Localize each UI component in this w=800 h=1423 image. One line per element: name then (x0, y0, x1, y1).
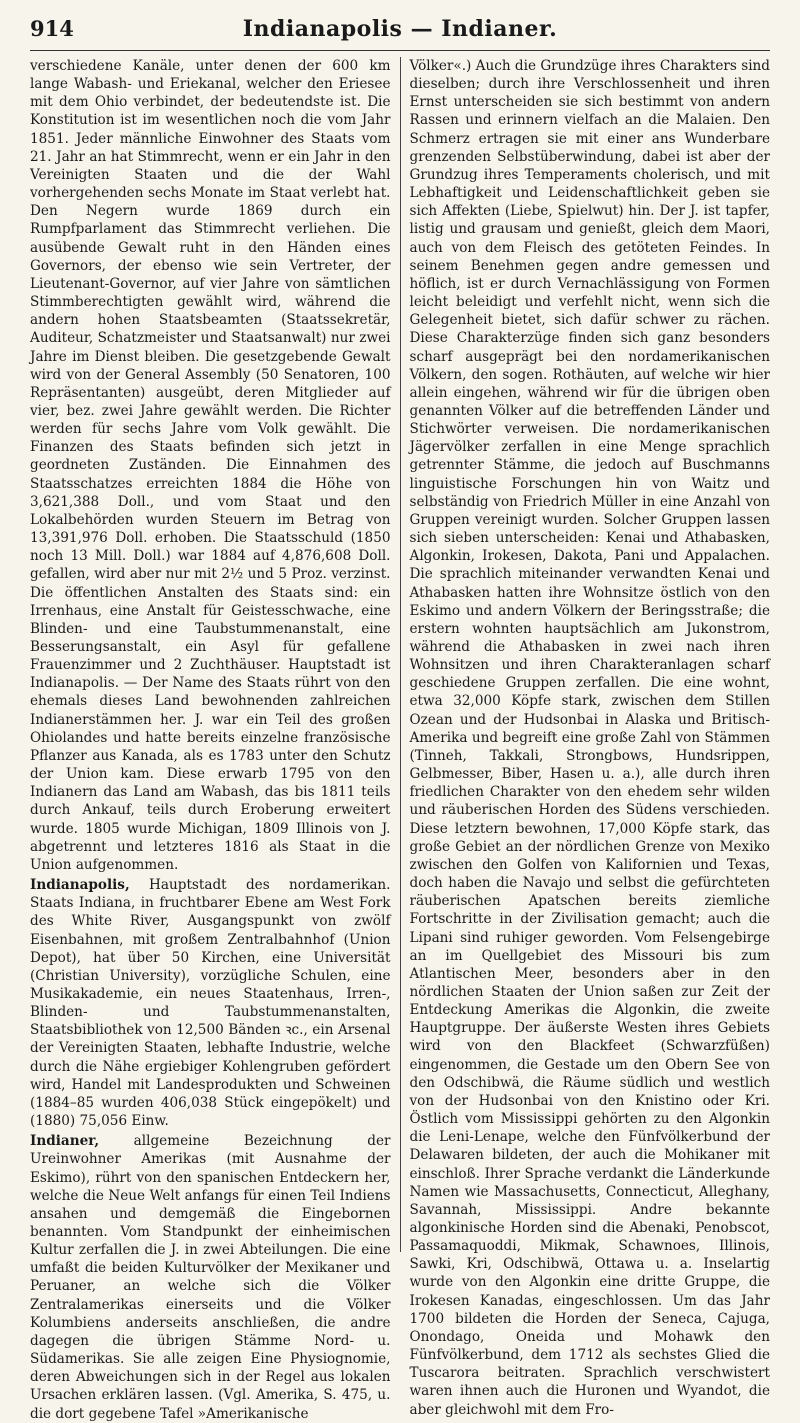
page-header (30, 16, 770, 51)
page-number: 914 (30, 16, 74, 41)
entry-indianapolis-text: Hauptstadt des nordamerikan. Staats Indiana, in fruchtbarer Ebene am West Fork des White River, Ausgangspunkt von zwölf Eisenbahnen, mit großem Zentralbahnhof (Union Depot), hat über 50 Kirchen, eine Universität (Christian University), vorzügliche Schulen, eine Musikakademie, ein neues Staatenhaus, Irren-, Blinden- und Taubstummenanstalten, Staatsbibliothek von 12,500 Bänden ꝛc., ein Arsenal der Vereinigten Staaten, lebhafte Industrie, welche durch die Nähe ergiebiger Kohlengruben gefördert wird, Handel mit Landesprodukten und Schweinen (1884–85 wurden 406,038 Stück eingepökelt) und (1880) 75,056 Einw. (30, 877, 391, 1130)
left-column (30, 57, 400, 1422)
indianer-continuation-paragraph: Völker«.) Auch die Grundzüge ihres Charakters sind dieselben; durch ihre Verschlossenheit und ihren Ernst unterscheiden sie sich bestimmt von andern Rassen und erinnern vielfach an die Malaien. Den Schmerz ertragen sie mit einer ans Wunderbare grenzenden Selbstüberwindung, dabei ist aber der Grundzug ihres Temperaments cholerisch, und mit Lebhaftigkeit und Leidenschaftlichkeit geben sie sich Affekten (Liebe, Spielwut) hin. Der J. ist tapfer, listig und grausam und genießt, gleich dem Maori, auch von dem Fleisch des getöteten Feindes. In seinem Benehmen gegen andre gemessen und höflich, ist er durch Vernachlässigung von Formen leicht beleidigt und verfehlt nicht, wenn sich die Gelegenheit bietet, sich dafür schwer zu rächen. Diese Charakterzüge finden sich ganz besonders scharf ausgeprägt bei den nordamerikanischen Völkern, den sogen. Rothäuten, auf welche wir hier allein eingehen, während wir für die übrigen oben genannten Völker auf die betreffenden Länder und Stichwörter verweisen. Die nordamerikanischen Jägervölker zerfallen in eine Menge sprachlich getrennter Stämme, die jedoch auf Buschmanns linguistische Forschungen hin von Waitz und selbständig von Friedrich Müller in eine Anzahl von Gruppen vereinigt wurden. Solcher Gruppen lassen sich sieben unterscheiden: Kenai und Athabasken, Algonkin, Irokesen, Dakota, Pani und Appalachen. Die sprachlich miteinander verwandten Kenai und Athabasken hatten ihre Wohnsitze östlich von den Eskimo und andern Völkern der Beringsstraße; die erstern wohnten hauptsächlich am Jukonstrom, während die Athabasken in zwei nach ihren Wohnsitzen und ihren Charakteranlagen scharf geschiedene Gruppen zerfallen. Die eine wohnt, etwa 32,000 Köpfe stark, zwischen dem Stillen Ozean und der Hudsonbai in Alaska und Britisch-Amerika und begreift eine große Zahl von Stämmen (Tinneh, Takkali, Strongbows, Hundsrippen, Gelbmesser, Biber, Hasen u. a.), alle durch ihren friedlichen Charakter von den ehedem sehr wilden und räuberischen Horden des Südens verschieden. Diese letztern bewohnen, 17,000 Köpfe stark, das große Gebiet an der nördlichen Grenze von Mexiko zwischen den Golfen von Kalifornien und Texas, doch haben die Navajo und selbst die gefürchteten räuberischen Apatschen bereits ziemliche Fortschritte in der Zivilisation gemacht; auch die Lipani sind ruhiger geworden. Vom Felsengebirge an im Quellgebiet des Missouri bis zum Atlantischen Meer, besonders aber in den nördlichen Staaten der Union saßen zur Zeit der Entdeckung Amerikas die Algonkin, die zweite Hauptgruppe. Der äußerste Westen ihres Gebiets wird von den Blackfeet (Schwarzfüßen) eingenommen, die Gestade um den Obern See von den Odschibwä, die Räume südlich und westlich von der Hudsonbai von den Knistino oder Kri. Östlich vom Mississippi gehörten zu den Algonkin die Leni-Lenape, welche den Fünfvölkerbund der Delawaren bildeten, der auch die Mohikaner mit einschloß. Ihrer Sprache verdankt die Länderkunde Namen wie Massachusetts, Connecticut, Alleghany, Savannah, Mississippi. Andre bekannte algonkinische Horden sind die Abenaki, Penobscot, Passamaquoddi, Mikmak, Schawnoes, Illinois, Sawki, Kri, Odschibwä, Ottawa u. a. Inselartig wurde von den Algonkin eine dritte Gruppe, die Irokesen Kanadas, eingeschlossen. Um das Jahr 1700 bildeten die Horden der Seneca, Cajuga, Onondago, Oneida und Mohawk den Fünfvölkerbund, dem 1712 als sechstes Glied die Tuscarora beitraten. Sprachlich verschwistert waren ihnen auch die Huronen und Wyandot, die aber gleichwohl mit dem Fro- (409, 58, 770, 1418)
headword-indianapolis: Indianapolis, (30, 877, 130, 894)
right-column (400, 57, 771, 1418)
running-title: Indianapolis — Indianer. (242, 16, 558, 42)
entry-indianapolis (30, 876, 391, 1130)
entry-indianer (30, 1132, 391, 1423)
headword-indianer: Indianer, (30, 1133, 100, 1150)
indiana-continuation-paragraph: verschiedene Kanäle, unter denen der 600 km lange Wabash- und Eriekanal, welcher den Eriesee mit dem Ohio verbindet, der bedeutendste ist. Die Konstitution ist im wesentlichen noch die vom Jahr 1851. Jeder männliche Einwohner des Staats vom 21. Jahr an hat Stimmrecht, wenn er ein Jahr in den Vereinigten Staaten und die der Wahl vorhergehenden sechs Monate im Staat verlebt hat. Den Negern wurde 1869 durch ein Rumpfparlament das Stimmrecht verliehen. Die ausübende Gewalt ruht in den Händen eines Governors, der ebenso wie sein Vertreter, der Lieutenant-Governor, auf vier Jahre von sämtlichen Stimmberechtigten gewählt wird, während die andern hohen Staatsbeamten (Staatssekretär, Auditeur, Schatzmeister und Staatsanwalt) nur zwei Jahre im Dienst bleiben. Die gesetzgebende Gewalt wird von der General Assembly (50 Senatoren, 100 Repräsentanten) ausgeübt, deren Mitglieder auf vier, bez. zwei Jahre gewählt werden. Die Richter werden für sechs Jahre vom Volk gewählt. Die Finanzen des Staats befinden sich jetzt in geordneten Zuständen. Die Einnahmen des Staatsschatzes erreichten 1884 die Höhe von 3,621,388 Doll., und vom Staat und den Lokalbehörden wurden Steuern im Betrag von 13,391,976 Doll. erhoben. Die Staatsschuld (1850 noch 13 Mill. Doll.) war 1884 auf 4,876,608 Doll. gefallen, wird aber nur mit 2½ und 5 Proz. verzinst. Die öffentlichen Anstalten des Staats sind: ein Irrenhaus, eine Anstalt für Geistesschwache, eine Blinden- und eine Taubstummenanstalt, eine Besserungsanstalt, ein Asyl für gefallene Frauenzimmer und 2 Zuchthäuser. Hauptstadt ist Indianapolis. — Der Name des Staats rührt von den ehemals dieses Land bewohnenden zahlreichen Indianerstämmen her. J. war ein Teil des großen Ohiolandes und hatte bereits einzelne französische Pflanzer aus Kanada, als es 1783 unter den Schutz der Union kam. Diese erwarb 1795 von den Indianern das Land am Wabash, das bis 1811 teils durch Ankauf, teils durch Eroberung erweitert wurde. 1805 wurde Michigan, 1809 Illinois von J. abgetrennt und letzteres 1816 als Staat in die Union aufgenommen. (30, 58, 391, 873)
entry-indianer-text: allgemeine Bezeichnung der Ureinwohner Amerikas (mit Ausnahme der Eskimo), rührt von den spanischen Entdeckern her, welche die Neue Welt anfangs für einen Teil Indiens ansahen und demgemäß die Eingebornen benannten. Vom Standpunkt der einheimischen Kultur zerfallen die J. in zwei Abteilungen. Die eine umfaßt die beiden Kulturvölker der Mexikaner und Peruaner, an welche sich die Völker Zentralamerikas einerseits und die Völker Kolumbiens anderseits anschließen, die andre dagegen die übrigen Stämme Nord- u. Südamerikas. Sie alle zeigen Eine Physiognomie, deren Abweichungen sich in der Regel aus lokalen Ursachen erklären lassen. (Vgl. Amerika, S. 475, u. die dort gegebene Tafel »Amerikanische (30, 1133, 391, 1422)
text-columns (30, 57, 770, 1422)
